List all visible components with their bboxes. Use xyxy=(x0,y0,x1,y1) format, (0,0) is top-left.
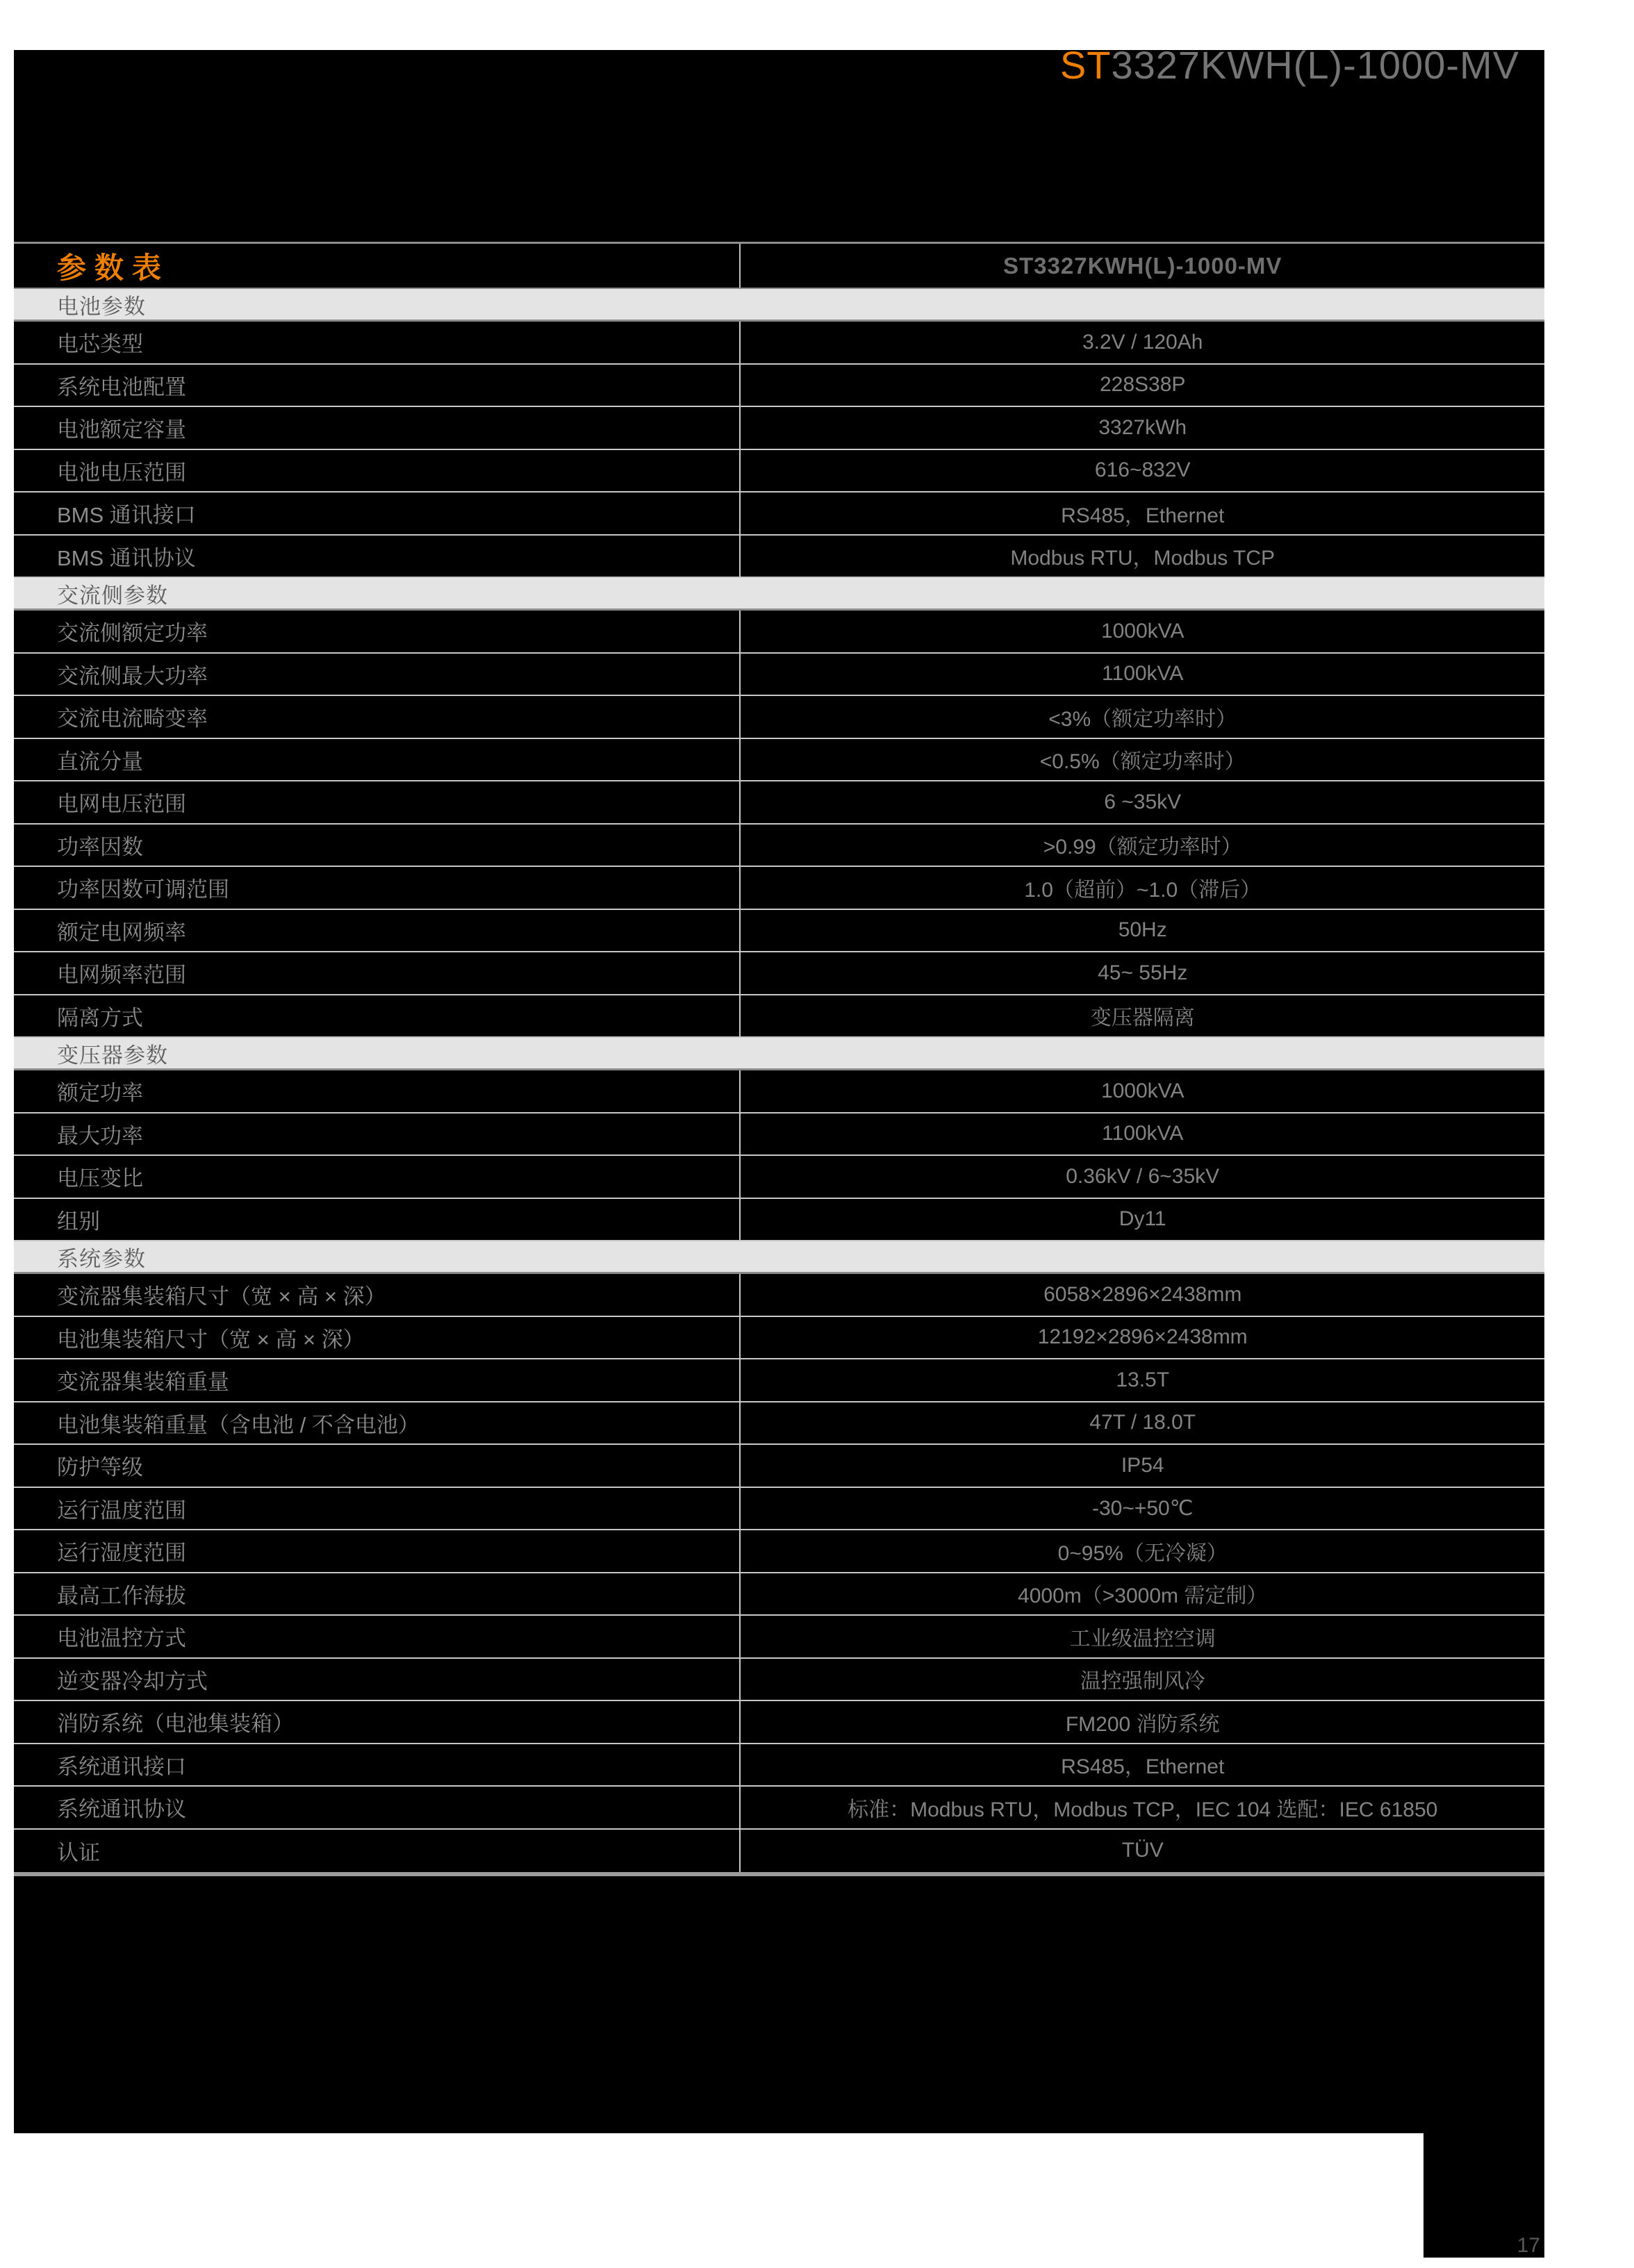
row-label: 组别 xyxy=(14,1199,741,1241)
row-value: 3.2V / 120Ah xyxy=(1082,330,1203,354)
row-value: 6 ~35kV xyxy=(1104,790,1182,813)
row-label: 运行温度范围 xyxy=(14,1488,741,1530)
row-label: 消防系统（电池集装箱） xyxy=(14,1701,741,1743)
row-label: 变流器集装箱尺寸（宽 × 高 × 深） xyxy=(14,1274,741,1316)
spec-table xyxy=(14,242,1544,1876)
row-label: 运行湿度范围 xyxy=(14,1530,741,1572)
table-row xyxy=(14,696,1544,739)
row-value: 228S38P xyxy=(1099,373,1186,397)
table-row xyxy=(14,867,1544,910)
table-row xyxy=(14,1114,1544,1157)
table-row xyxy=(14,952,1544,995)
row-label: 电池温控方式 xyxy=(14,1616,741,1657)
row-value: 1100kVA xyxy=(1102,1122,1184,1145)
table-row xyxy=(14,450,1544,493)
table-row xyxy=(14,1830,1544,1873)
table-row xyxy=(14,1701,1544,1744)
row-label: 电网频率范围 xyxy=(14,952,741,994)
table-row xyxy=(14,365,1544,408)
row-value: 50Hz xyxy=(1118,918,1167,942)
table-header-model: ST3327KWH(L)-1000-MV xyxy=(1003,252,1282,279)
row-value: 4000m（>3000m 需定制） xyxy=(1018,1584,1268,1608)
table-row xyxy=(14,825,1544,868)
row-label: BMS 通讯协议 xyxy=(14,536,741,577)
table-row xyxy=(14,407,1544,450)
table-row xyxy=(14,1359,1544,1402)
table-row xyxy=(14,611,1544,654)
page-title-rest: 3327KWH(L)-1000-MV xyxy=(1111,43,1519,87)
row-value: Dy11 xyxy=(1119,1207,1166,1231)
row-label: 电网电压范围 xyxy=(14,781,741,823)
row-value: IP54 xyxy=(1121,1453,1164,1477)
table-row xyxy=(14,1317,1544,1360)
row-value: RS485，Ethernet xyxy=(1061,1755,1225,1779)
row-value: FM200 消防系统 xyxy=(1065,1712,1220,1736)
table-row xyxy=(14,910,1544,953)
table-header-row xyxy=(14,244,1544,289)
row-label: 最高工作海拔 xyxy=(14,1573,741,1615)
table-row xyxy=(14,492,1544,536)
row-value: 1.0（超前）~1.0（滞后） xyxy=(1024,878,1262,902)
row-label: 认证 xyxy=(14,1830,741,1873)
table-row xyxy=(14,1199,1544,1242)
page-number: 17 xyxy=(1517,2234,1540,2257)
row-value: 工业级温控空调 xyxy=(1069,1627,1216,1650)
row-label: BMS 通讯接口 xyxy=(14,492,741,534)
row-value: 45~ 55Hz xyxy=(1098,961,1188,984)
row-label: 系统通讯接口 xyxy=(14,1744,741,1786)
table-row xyxy=(14,1445,1544,1488)
table-row xyxy=(14,1787,1544,1830)
table-row xyxy=(14,1488,1544,1531)
row-label: 交流侧额定功率 xyxy=(14,611,741,652)
section-header: 系统参数 xyxy=(14,1241,1544,1274)
row-label: 最大功率 xyxy=(14,1114,741,1155)
row-value: 6058×2896×2438mm xyxy=(1043,1282,1242,1306)
page-number-tab xyxy=(1423,2133,1544,2258)
row-label: 电池集装箱重量（含电池 / 不含电池） xyxy=(14,1402,741,1444)
row-label: 额定电网频率 xyxy=(14,910,741,952)
row-value: 3327kWh xyxy=(1098,415,1187,439)
row-label: 电池集装箱尺寸（宽 × 高 × 深） xyxy=(14,1317,741,1359)
row-value: 0~95%（无冷凝） xyxy=(1057,1541,1228,1565)
row-value: RS485，Ethernet xyxy=(1061,504,1225,527)
row-label: 额定功率 xyxy=(14,1070,741,1112)
table-row xyxy=(14,739,1544,782)
row-value: 1100kVA xyxy=(1102,662,1184,686)
table-row xyxy=(14,1070,1544,1114)
table-row xyxy=(14,781,1544,825)
row-label: 隔离方式 xyxy=(14,995,741,1037)
row-value: <0.5%（额定功率时） xyxy=(1039,750,1246,774)
table-title: 参数表 xyxy=(57,251,170,284)
table-row xyxy=(14,536,1544,579)
table-row xyxy=(14,1156,1544,1199)
table-row xyxy=(14,1274,1544,1317)
row-label: 电芯类型 xyxy=(14,322,741,363)
section-header: 电池参数 xyxy=(14,289,1544,322)
table-header-left xyxy=(14,244,741,288)
table-row xyxy=(14,1573,1544,1616)
row-label: 电池额定容量 xyxy=(14,407,741,449)
row-label: 交流电流畸变率 xyxy=(14,696,741,738)
row-value: Modbus RTU，Modbus TCP xyxy=(1010,547,1276,570)
row-label: 防护等级 xyxy=(14,1445,741,1487)
row-value: 1000kVA xyxy=(1100,1079,1185,1102)
row-value: -30~+50℃ xyxy=(1091,1496,1194,1520)
table-row xyxy=(14,1616,1544,1659)
row-value: 1000kVA xyxy=(1100,619,1185,643)
row-label: 功率因数 xyxy=(14,825,741,866)
row-value: 616~832V xyxy=(1094,458,1191,482)
table-row xyxy=(14,654,1544,697)
row-label: 交流侧最大功率 xyxy=(14,654,741,695)
row-label: 变流器集装箱重量 xyxy=(14,1359,741,1401)
row-value: >0.99（额定功率时） xyxy=(1043,836,1242,859)
row-value: <3%（额定功率时） xyxy=(1048,707,1237,731)
table-row xyxy=(14,1530,1544,1573)
row-value: 变压器隔离 xyxy=(1090,1007,1195,1030)
row-label: 功率因数可调范围 xyxy=(14,867,741,909)
page-title xyxy=(1060,43,1519,88)
row-value: 温控强制风冷 xyxy=(1080,1670,1205,1694)
row-label: 电压变比 xyxy=(14,1156,741,1198)
row-label: 逆变器冷却方式 xyxy=(14,1659,741,1700)
row-label: 系统电池配置 xyxy=(14,365,741,406)
table-row xyxy=(14,995,1544,1038)
row-value: 12192×2896×2438mm xyxy=(1037,1325,1248,1349)
row-label: 直流分量 xyxy=(14,739,741,781)
row-value: 13.5T xyxy=(1116,1368,1170,1391)
datasheet-page xyxy=(14,43,1544,2133)
row-value: 47T / 18.0T xyxy=(1089,1411,1196,1434)
row-value: 标准：Modbus RTU，Modbus TCP，IEC 104 选配：IEC 61850 xyxy=(848,1798,1438,1821)
section-header: 交流侧参数 xyxy=(14,578,1544,611)
table-row xyxy=(14,1402,1544,1446)
row-value: 0.36kV / 6~35kV xyxy=(1066,1164,1220,1188)
table-row xyxy=(14,1659,1544,1702)
row-label: 系统通讯协议 xyxy=(14,1787,741,1828)
page-title-prefix: ST xyxy=(1059,43,1112,87)
row-value: TÜV xyxy=(1121,1839,1164,1862)
row-label: 电池电压范围 xyxy=(14,450,741,492)
table-row xyxy=(14,1744,1544,1787)
table-row xyxy=(14,322,1544,365)
section-header: 变压器参数 xyxy=(14,1038,1544,1070)
